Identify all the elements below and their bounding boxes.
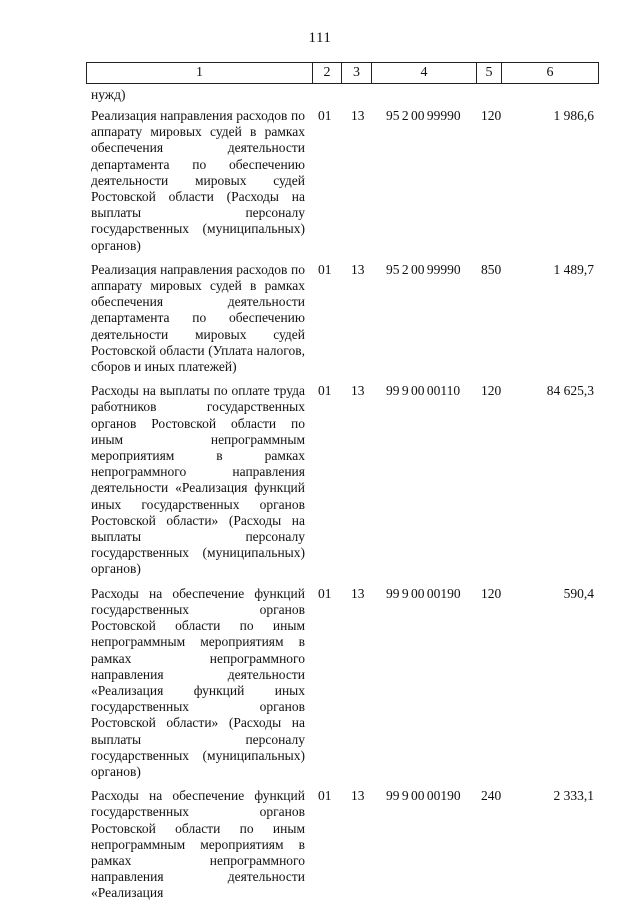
row-subsection: 13 bbox=[351, 788, 365, 804]
table-body bbox=[0, 108, 640, 910]
table-header bbox=[86, 62, 599, 84]
row-subsection: 13 bbox=[351, 383, 365, 399]
header-col-5: 5 bbox=[477, 63, 502, 83]
row-section: 01 bbox=[318, 383, 332, 399]
row-section: 01 bbox=[318, 788, 332, 804]
row-amount: 84 625,3 bbox=[546, 383, 594, 399]
row-expense-type: 850 bbox=[481, 261, 502, 277]
table-row bbox=[0, 586, 640, 780]
row-expense-type: 120 bbox=[481, 383, 502, 399]
row-expense-type: 240 bbox=[481, 788, 502, 804]
row-section: 01 bbox=[318, 108, 332, 123]
row-amount: 590,4 bbox=[563, 585, 594, 601]
row-amount: 1 489,7 bbox=[553, 261, 594, 277]
table-row bbox=[0, 108, 640, 254]
header-col-3: 3 bbox=[342, 63, 372, 83]
header-col-2: 2 bbox=[313, 63, 342, 83]
row-expense-type: 120 bbox=[481, 108, 502, 123]
row-amount: 2 333,1 bbox=[553, 788, 594, 804]
header-col-6: 6 bbox=[546, 65, 554, 80]
row-amount: 1 986,6 bbox=[553, 108, 594, 123]
row-target-article: 99 9 00 00190 bbox=[386, 585, 461, 601]
page-number: 111 bbox=[308, 30, 332, 46]
row-description: Реализация направления расходов по аппарату мировых судей в рамках обеспечения деятельности департамента по обеспечению деятельности мировых судей Ростовской области (Уплата налогов, сборов и иных платежей) bbox=[91, 261, 305, 375]
continuation-text: нужд) bbox=[91, 87, 126, 102]
row-section: 01 bbox=[318, 261, 332, 277]
row-description: Расходы на обеспечение функций государственных органов Ростовской области по иным непрограммным мероприятиям в рамках непрограммного направления деятельности «Реализация функций иных государственных органов Ростовской области» (Расходы на выплаты персоналу государственных (муниципальных) органов) bbox=[91, 585, 305, 779]
row-target-article: 99 9 00 00110 bbox=[386, 383, 461, 399]
row-subsection: 13 bbox=[351, 108, 365, 123]
header-col-1: 1 bbox=[87, 63, 313, 83]
row-expense-type: 120 bbox=[481, 585, 502, 601]
table-row bbox=[0, 383, 640, 577]
row-target-article: 95 2 00 99990 bbox=[386, 108, 461, 123]
table-row bbox=[0, 262, 640, 375]
row-target-article: 99 9 00 00190 bbox=[386, 788, 461, 804]
header-col-4: 4 bbox=[372, 63, 477, 83]
row-section: 01 bbox=[318, 585, 332, 601]
row-subsection: 13 bbox=[351, 585, 365, 601]
row-subsection: 13 bbox=[351, 261, 365, 277]
row-description: Реализация направления расходов по аппарату мировых судей в рамках обеспечения деятельности департамента по обеспечению деятельности мировых судей Ростовской области (Расходы на выплаты персоналу государственных (муниципальных) органов) bbox=[91, 108, 305, 253]
row-description: Расходы на выплаты по оплате труда работников государственных органов Ростовской области по иным непрограммным мероприятиям в рамках непрограммного направления деятельности «Реализация функций иных государственных органов Ростовской области» (Расходы на выплаты персоналу государственных (муниципальных) органов) bbox=[91, 383, 305, 577]
row-target-article: 95 2 00 99990 bbox=[386, 261, 461, 277]
row-description: Расходы на обеспечение функций государственных органов Ростовской области по иным непрограммным мероприятиям в рамках непрограммного направления деятельности «Реализация bbox=[91, 788, 305, 901]
table-row bbox=[0, 788, 640, 901]
